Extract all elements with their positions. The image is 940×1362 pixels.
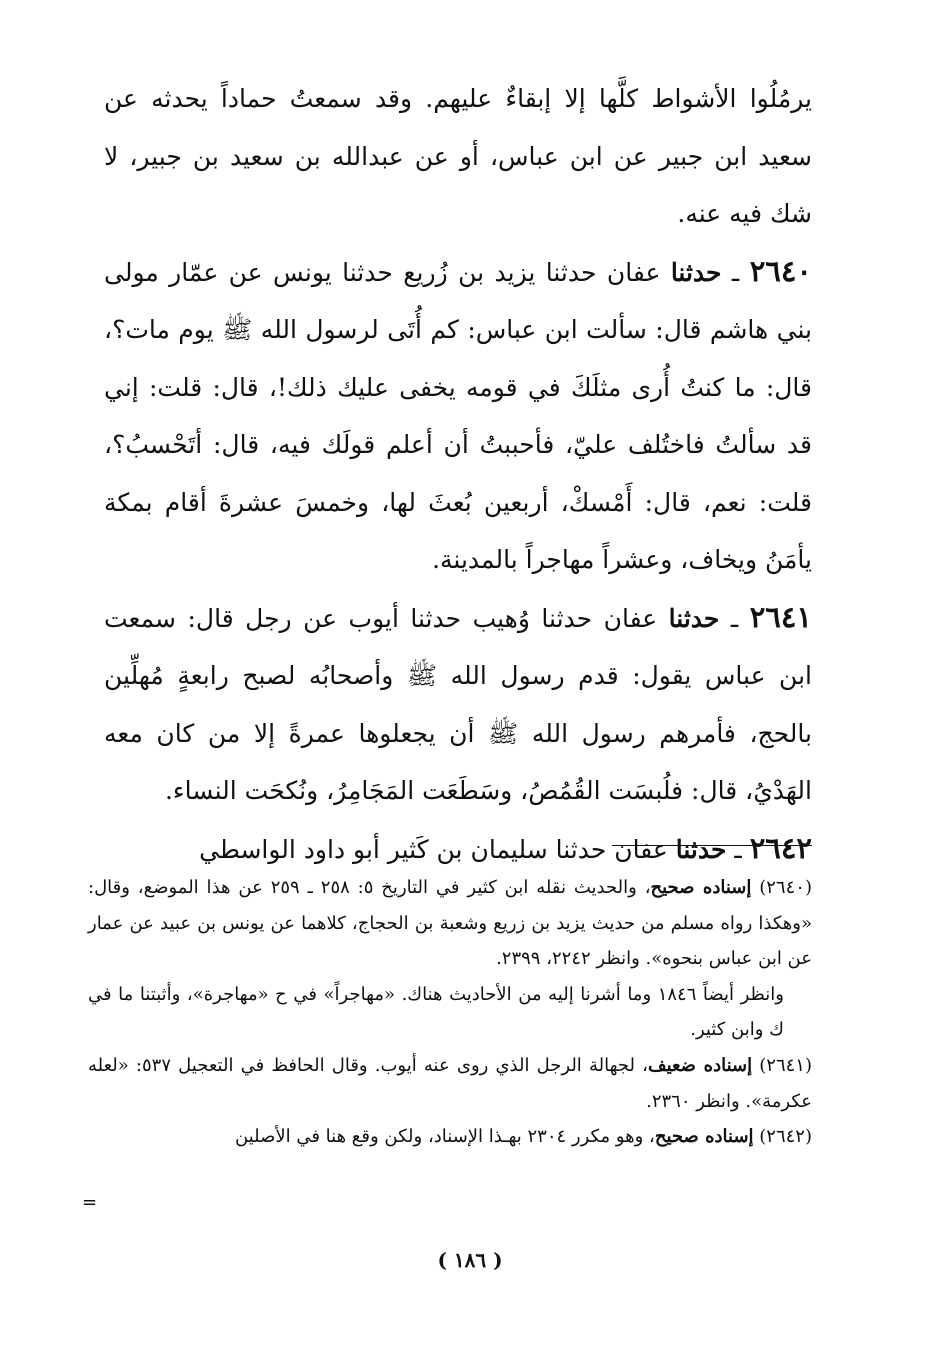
hadith-lead-word: حدثنا [670,257,722,287]
hadith-2641 [104,589,812,820]
dash-separator: ـ [719,603,739,633]
continuation-mark: = [82,1192,98,1213]
footnote-2642 [88,1119,812,1155]
hadith-number: ٢٦٤٠ [749,253,812,288]
footnote-2640-continued: وانظر أيضاً ١٨٤٦ وما أشرنا إليه من الأحاديث هناك. «مهاجراً» في ح «مهاجرة»، وأثبتنا ما في ك وابن كثير. [88,983,784,1041]
hadith-number: ٢٦٤١ [749,599,812,634]
footnote-text: ، والحديث نقله ابن كثير في التاريخ ٥: ٢٥٨ ـ ٢٥٩ عن هذا الموضع، وقال: «وهكذا رواه مسلم من حديث يزيد بن زريع وشعبة بن الحجاج، كلاهما عن يونس بن عبيد عن عمار عن ابن عباس بنحوه». وانظر ٢٢٤٢، ٢٣٩٩. [88,877,812,970]
hadith-2640 [104,243,812,589]
footnotes-section [88,870,812,1155]
footnote-marker: (٢٦٤١) [759,1054,812,1076]
hadith-lead-word: حدثنا [675,834,727,864]
dash-separator: ـ [721,257,740,287]
footnote-2641 [88,1048,812,1119]
intro-paragraph: يرمُلُوا الأشواط كلَّها إلا إبقاءٌ عليهم. وقد سمعتُ حماداً يحدثه عن سعيد ابن جبير عن ابن عباس، أو عن عبدالله بن سعيد بن جبير، لا شك فيه عنه. [104,84,812,228]
footnote-2640 [88,870,812,977]
hadith-text: عفان حدثنا يزيد بن زُريع حدثنا يونس عن عمّار مولى بني هاشم قال: سألت ابن عباس: كم أُتَى لرسول الله ﷺ يوم مات؟، قال: ما كنتُ أُرى مثلَكَ في قومه يخفى عليك ذلك!، قال: قلت: إني قد سألتُ فاختُلف عليّ، فأحببتُ أن أعلم قولَك فيه، قال: أتَحْسبُ؟، قلت: نعم، قال: أَمْسكْ، أربعين بُعثَ لها، وخمسَ عشرةَ أقام بمكة يأمَنُ ويخاف، وعشراً مهاجراً بالمدينة. [104,257,812,574]
footnote-text: ، وهو مكرر ٢٣٠٤ بهـذا الإسناد، ولكن وقع هنا في الأصلين [234,1126,655,1148]
footnote-verdict: إسناده صحيح [650,877,752,898]
hadith-lead-word: حدثنا [668,603,720,633]
footnote-marker: (٢٦٤٠) [759,877,812,898]
footnote-divider [612,845,812,846]
hadith-text: عفان حدثنا سليمان بن كَثير أبو داود الواسطي [199,834,668,864]
hadith-text: عفان حدثنا وُهيب حدثنا أيوب عن رجل قال: سمعت ابن عباس يقول: قدم رسول الله ﷺ وأصحابُه لصبح رابعةٍ مُهلِّين بالحج، فأمرهم رسول الله ﷺ أن يجعلوها عمرةً إلا من كان معه الهَدْيُ، قال: فلُبسَت القُمُصُ، وسَطَعَت المَجَامِرُ، ونُكحَت النساء. [104,603,812,805]
hadith-number: ٢٦٤٢ [749,830,812,865]
page-number: ( ١٨٦ ) [437,1248,503,1272]
footnote-verdict: إسناده صحيح [654,1126,754,1148]
dash-separator: ـ [726,834,742,864]
footnote-marker: (٢٦٤٢) [759,1126,812,1148]
footnote-text: ، لجهالة الرجل الذي روى عنه أيوب. وقال الحافظ في التعجيل ٥٣٧: «لعله عكرمة». وانظر ٢٣٦٠. [88,1054,812,1112]
main-text [104,70,812,878]
footnote-verdict: إسناده ضعيف [647,1054,753,1076]
